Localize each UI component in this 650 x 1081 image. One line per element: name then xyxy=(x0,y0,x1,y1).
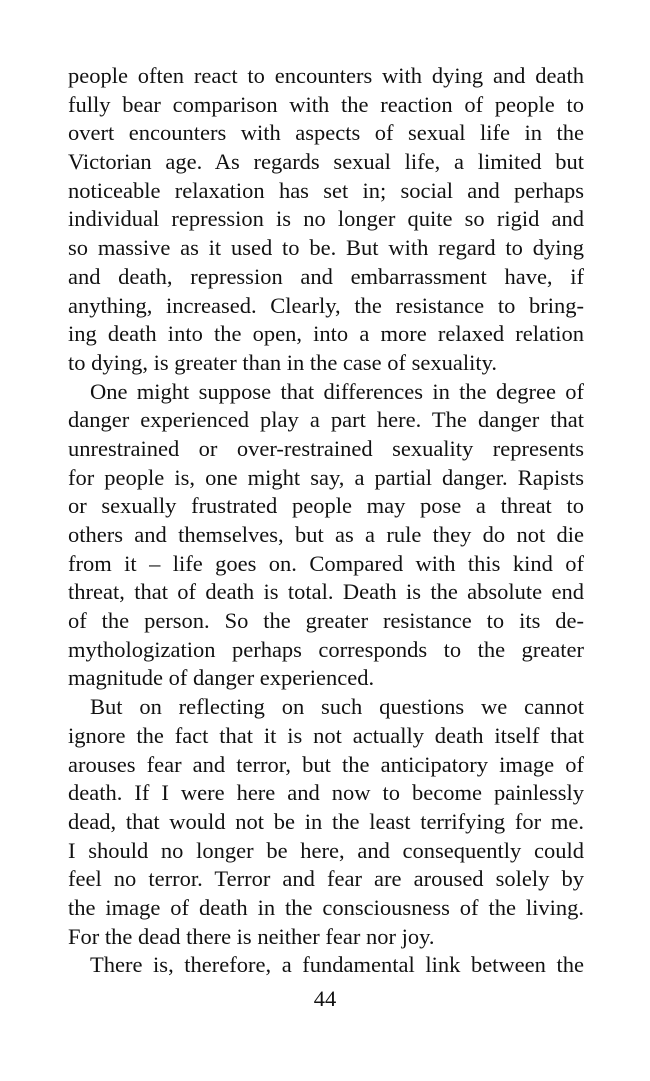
paragraph-4 xyxy=(68,951,584,980)
text-line: others and themselves, but as a rule they do not die xyxy=(68,522,584,547)
text-line: feel no terror. Terror and fear are aroused solely by xyxy=(68,866,584,892)
text-line: overt encounters with aspects of sexual life in the xyxy=(68,120,584,146)
text-line: death. If I were here and now to become painlessly xyxy=(68,780,584,806)
text-line: unrestrained or over-restrained sexuality represents xyxy=(68,435,584,461)
paragraph-1 xyxy=(68,62,584,378)
page-body-text xyxy=(68,62,584,980)
text-line: from it – life goes on. Compared with this kind of xyxy=(68,550,584,576)
text-line: arouses fear and terror, but the anticipatory image of xyxy=(68,751,584,777)
text-line: dead, that would not be in the least terrifying for me. xyxy=(68,808,584,834)
text-line: individual repression is no longer quite so rigid and xyxy=(68,206,584,232)
text-line: of the person. So the greater resistance to its de- xyxy=(68,608,584,634)
text-line: or sexually frustrated people may pose a threat to xyxy=(68,493,584,519)
text-line: for people is, one might say, a partial danger. Rapists xyxy=(68,464,584,490)
paragraph-3 xyxy=(68,693,584,951)
text-line: ing death into the open, into a more relaxed relation xyxy=(68,321,584,347)
text-line: threat, that of death is total. Death is the absolute end xyxy=(68,579,584,605)
text-line: and death, repression and embarrassment have, if xyxy=(68,263,584,289)
text-line: mythologization perhaps corresponds to the greater xyxy=(68,636,584,662)
text-line: people often react to encounters with dying and death xyxy=(68,63,584,88)
text-line: noticeable relaxation has set in; social and perhaps xyxy=(68,177,584,203)
page-number: 44 xyxy=(313,986,337,1011)
text-line: danger experienced play a part here. The danger that xyxy=(68,407,584,433)
text-line: ignore the fact that it is not actually death itself that xyxy=(68,722,584,748)
text-line: Victorian age. As regards sexual life, a limited but xyxy=(68,149,584,175)
text-line: anything, increased. Clearly, the resistance to bring- xyxy=(68,292,584,318)
text-line: I should no longer be here, and consequently could xyxy=(68,837,584,863)
text-line: fully bear comparison with the reaction of people to xyxy=(68,91,584,117)
text-line: magnitude of danger experienced. xyxy=(68,665,375,691)
text-line: the image of death in the consciousness of the living. xyxy=(68,894,584,920)
text-line: One might suppose that differences in the degree of xyxy=(90,378,584,404)
text-line: But on reflecting on such questions we cannot xyxy=(90,694,584,720)
text-line: For the dead there is neither fear nor joy. xyxy=(68,923,435,949)
text-line: There is, therefore, a fundamental link between the xyxy=(90,952,584,978)
text-line: so massive as it used to be. But with regard to dying xyxy=(68,235,584,261)
text-line: to dying, is greater than in the case of sexuality. xyxy=(68,349,498,375)
paragraph-2 xyxy=(68,378,584,694)
